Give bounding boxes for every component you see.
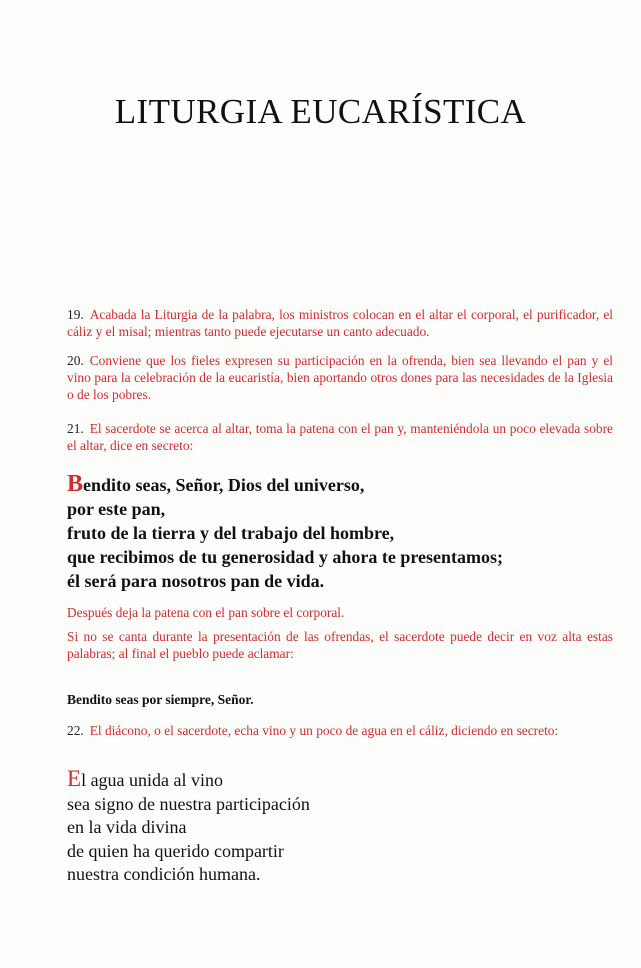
paragraph-21 — [67, 420, 613, 454]
paragraph-text: El diácono, o el sacerdote, echa vino y un poco de agua en el cáliz, diciendo en secreto: — [89, 723, 559, 738]
page-title: LITURGIA EUCARÍSTICA — [114, 92, 527, 131]
paragraph-text: Acabada la Liturgia de la palabra, los ministros colocan en el altar el corporal, el purificador, el cáliz y el misal; mientras tanto puede ejecutarse un canto adecuado. — [67, 307, 613, 339]
prayer-line: por este pan, — [67, 499, 166, 519]
prayer-line: nuestra condición humana. — [67, 864, 261, 884]
prayer-line-text: l agua unida al vino — [81, 770, 224, 790]
prayer-line: en la vida divina — [67, 817, 187, 837]
prayer-offering-bread — [67, 472, 627, 593]
drop-cap: E — [67, 766, 82, 791]
prayer-line: que recibimos de tu generosidad y ahora te presentamos; — [67, 547, 503, 567]
paragraph-20 — [67, 352, 613, 403]
prayer-line: fruto de la tierra y del trabajo del hombre, — [67, 523, 395, 543]
prayer-line: sea signo de nuestra participación — [67, 793, 310, 814]
paragraph-number: 20. — [67, 353, 84, 368]
prayer-line — [67, 472, 627, 497]
paragraph-text: El sacerdote se acerca al altar, toma la patena con el pan y, manteniéndola un poco elevada sobre el altar, dice en secreto: — [67, 421, 613, 453]
rubric-optional-aloud: Si no se canta durante la presentación de las ofrendas, el sacerdote puede decir en voz alta estas palabras; al final el pueblo puede aclamar: — [67, 629, 613, 661]
paragraph-number: 19. — [67, 307, 84, 322]
prayer-line: de quien ha querido compartir — [67, 840, 284, 861]
prayer-mixing-water — [67, 767, 567, 887]
prayer-line: él será para nosotros pan de vida. — [67, 571, 325, 591]
prayer-line-text: endito seas, Señor, Dios del universo, — [83, 475, 365, 495]
paragraph-number: 22. — [67, 723, 84, 738]
people-response: Bendito seas por siempre, Señor. — [67, 692, 254, 707]
prayer-line — [67, 767, 567, 793]
paragraph-number: 21. — [67, 421, 84, 436]
paragraph-19 — [67, 306, 613, 340]
paragraph-text: Conviene que los fieles expresen su participación en la ofrenda, bien sea llevando el pan y el vino para la celebración de la eucaristía, bien aportando otros dones para las necesidades de la Iglesia o de los pobres. — [67, 353, 613, 402]
paragraph-22 — [67, 722, 613, 739]
rubric-after-prayer: Después deja la patena con el pan sobre el corporal. — [67, 605, 345, 620]
drop-cap: B — [67, 471, 84, 497]
